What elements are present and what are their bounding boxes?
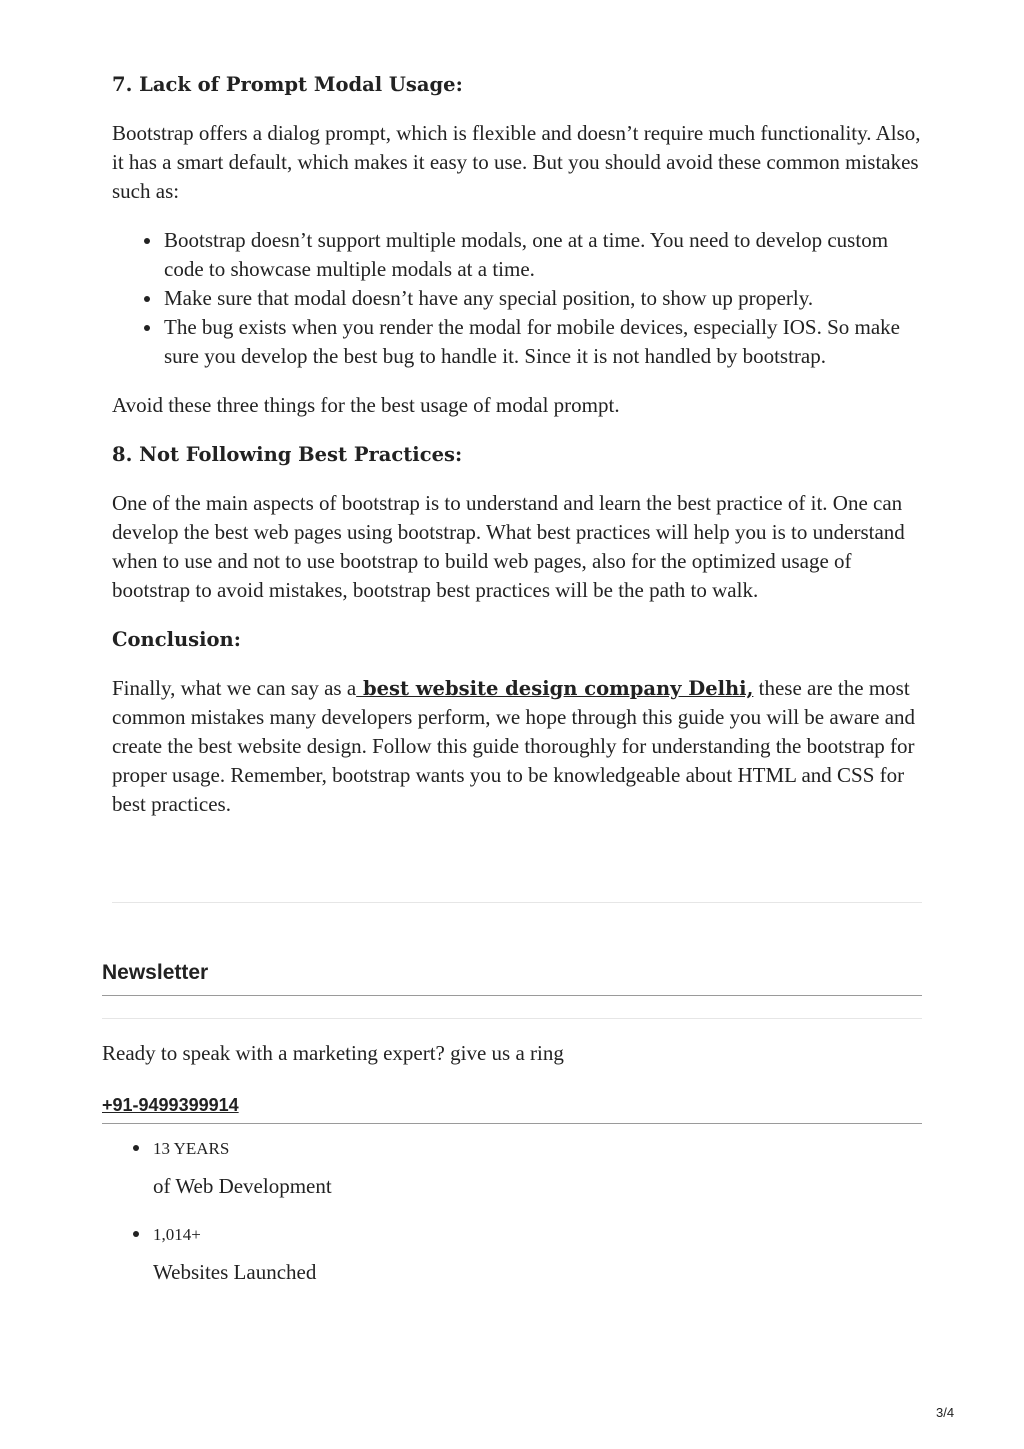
call-to-action-text: Ready to speak with a marketing expert? give us a ring: [102, 1041, 564, 1065]
page-number: 3/4: [936, 1405, 955, 1420]
stat-item-websites: [153, 1222, 853, 1286]
section-7-bullet-list: [112, 226, 922, 371]
stat-label: of Web Development: [153, 1174, 332, 1198]
article-body: [112, 70, 922, 839]
section-8-body: One of the main aspects of bootstrap is to understand and learn the best practice of it. One can develop the best web pages using bootstrap. What best practices will help you is to understand when to use and not to use bootstrap to build web pages, also for the optimized usage of bootstrap to avoid mistakes, bootstrap best practices will be the path to walk.: [112, 491, 905, 602]
newsletter-subdivider: [102, 1018, 922, 1019]
conclusion-text-prefix: Finally, what we can say as a: [112, 676, 357, 700]
list-item: Make sure that modal doesn’t have any special position, to show up properly.: [164, 284, 922, 313]
stat-label: Websites Launched: [153, 1260, 317, 1284]
phone-divider: [102, 1123, 922, 1124]
bullet-icon: [133, 1231, 139, 1237]
conclusion-body: [112, 674, 922, 819]
section-7-heading: 7. Lack of Prompt Modal Usage:: [112, 73, 463, 96]
stat-value: 1,014+: [153, 1225, 201, 1244]
conclusion-text-suffix: these are the most common mistakes many developers perform, we hope through this guide you will be aware and create the best website design. Follow this guide thoroughly for understanding the bootstrap for proper usage. Remember, bootstrap wants you to be knowledgeable about HTML and CSS for best practices.: [112, 676, 916, 816]
stat-value: 13 YEARS: [153, 1139, 230, 1158]
article-divider: [112, 902, 922, 903]
stat-item-years: [153, 1136, 853, 1200]
list-item: Bootstrap doesn’t support multiple modals, one at a time. You need to develop custom code to showcase multiple modals at a time.: [164, 226, 922, 284]
list-item: The bug exists when you render the modal for mobile devices, especially IOS. So make sure you develop the best bug to handle it. Since it is not handled by bootstrap.: [164, 313, 922, 371]
conclusion-heading: Conclusion:: [112, 628, 241, 651]
newsletter-title: Newsletter: [102, 961, 209, 984]
stats-list: [153, 1136, 853, 1308]
design-company-link[interactable]: best website design company Delhi,: [356, 677, 754, 700]
bullet-icon: [133, 1145, 139, 1151]
phone-number-link[interactable]: +91-9499399914: [102, 1095, 239, 1115]
newsletter-divider: [102, 995, 922, 996]
section-7-intro: Bootstrap offers a dialog prompt, which is flexible and doesn’t require much functionality. Also, it has a smart default, which makes it easy to use. But you should avoid these common mistakes such as:: [112, 121, 921, 203]
section-8-heading: 8. Not Following Best Practices:: [112, 443, 463, 466]
section-7-outro: Avoid these three things for the best usage of modal prompt.: [112, 393, 620, 417]
